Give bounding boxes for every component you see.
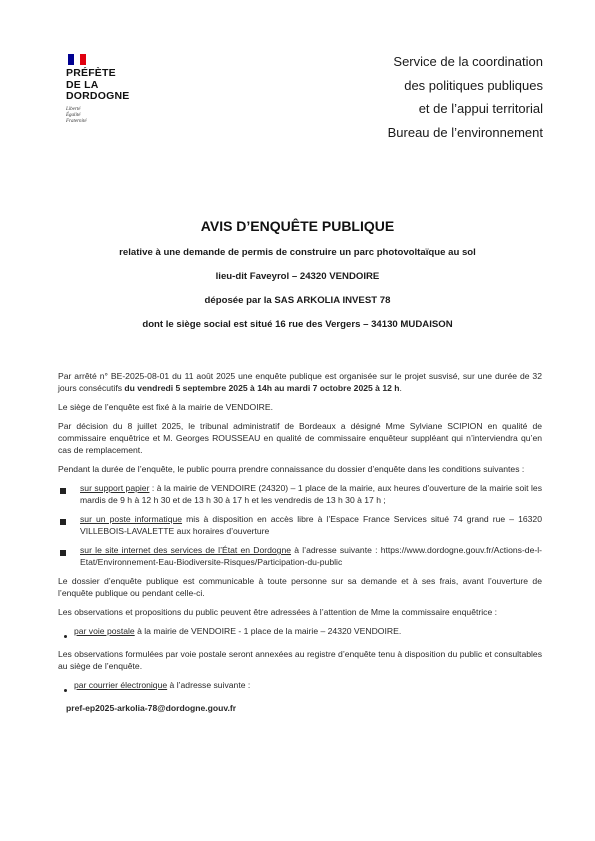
email-address: pref-ep2025-arkolia-78@dordogne.gouv.fr <box>66 703 237 713</box>
underlined-text: sur un poste informatique <box>80 514 183 524</box>
text: à la mairie de VENDOIRE - 1 place de la mairie – 24320 VENDOIRE. <box>134 626 402 636</box>
dates-bold: du vendredi 5 septembre 2025 à 14h au mardi 7 octobre 2025 à 12 h <box>124 383 400 393</box>
underlined-text: par voie postale <box>74 626 135 636</box>
subtitle-line: relative à une demande de permis de construire un parc photovoltaïque au sol <box>119 247 476 258</box>
prefecture-logo <box>66 54 129 125</box>
text: à l’adresse suivante : https://www.dordogne.gouv.fr/Actions-de-l-Etat/Environnement-Eau-Biodiversite-Risques/Participation-du-public <box>80 545 543 567</box>
motto-line: Liberté <box>66 106 81 112</box>
list-item-text <box>80 482 542 506</box>
list-item <box>58 679 542 695</box>
subtitle-line: lieu-dit Faveyrol – 24320 VENDOIRE <box>215 271 380 282</box>
motto-line: Égalité <box>66 112 81 118</box>
text: Par arrêté n° BE-2025-08-01 du 11 août 2025 une enquête publique est organisée sur le projet susvisé, sur une durée de 32 jours consécutifs <box>58 371 542 393</box>
bullet-square-icon <box>58 544 80 568</box>
bullet-dot-icon <box>58 625 74 641</box>
subtitle-line: dont le siège social est situé 16 rue des Vergers – 34130 MUDAISON <box>142 319 453 330</box>
paragraph: Le dossier d’enquête publique est communicable à toute personne sur sa demande et à ses frais, avant l’ouverture de l’enquête publique ou pendant celle-ci. <box>58 576 542 598</box>
motto-line: Fraternité <box>66 118 87 124</box>
logo-line: PRÉFÈTE <box>66 67 116 79</box>
paragraph: Les observations formulées par voie postale seront annexées au registre d’enquête tenu à disposition du public et consultables au siège de l’enquête. <box>58 649 542 671</box>
list-item <box>58 544 542 568</box>
bullet-square-icon <box>58 482 80 506</box>
paragraph <box>58 370 542 394</box>
paragraph: Le siège de l’enquête est fixé à la mairie de VENDOIRE. <box>58 402 273 412</box>
service-header <box>388 50 543 144</box>
list-item <box>58 513 542 537</box>
logo-line: DE LA <box>66 78 99 91</box>
service-line: Bureau de l’environnement <box>387 124 543 140</box>
page-title: AVIS D’ENQUÊTE PUBLIQUE <box>200 218 395 234</box>
text: . <box>399 383 402 393</box>
flag-red <box>80 54 86 65</box>
text: à l’adresse suivante : <box>167 680 251 690</box>
notice-body <box>58 370 542 714</box>
paragraph: Par décision du 8 juillet 2025, le tribunal administratif de Bordeaux a désigné Mme Sylviane SCIPION en qualité de commissaire enquêtrice et M. Georges ROUSSEAU en qualité de commissaire enquêteur suppléant qui n’interviendra qu’en cas de remplacement. <box>58 421 542 455</box>
list-item-text <box>74 625 401 641</box>
bullet-dot-icon <box>58 679 74 695</box>
list-item-text <box>74 679 250 695</box>
underlined-text: par courrier électronique <box>74 680 168 690</box>
paragraph: Pendant la durée de l’enquête, le public pourra prendre connaissance du dossier d’enquête dans les conditions suivantes : <box>58 464 525 474</box>
service-line: Service de la coordination <box>393 54 543 69</box>
subtitle-line: déposée par la SAS ARKOLIA INVEST 78 <box>204 295 391 306</box>
text: mis à disposition en accès libre à l’Espace France Services situé 74 grand rue – 16320 VILLEBOIS-LAVALETTE aux horaires d’ouverture <box>80 514 542 536</box>
service-line: des politiques publiques <box>404 77 543 93</box>
underlined-text: sur support papier <box>80 483 150 493</box>
bullet-square-icon <box>58 513 80 537</box>
paragraph: Les observations et propositions du public peuvent être adressées à l’attention de Mme la commissaire enquêtrice : <box>58 607 497 617</box>
logo-motto <box>66 107 129 125</box>
logo-line: DORDOGNE <box>66 90 130 102</box>
text: : à la mairie de VENDOIRE (24320) – 1 place de la mairie, aux heures d’ouverture de la mairie soit les mardis de 9 h à 12 h 30 et de 13 h 30 à 17 h et les vendredis de 13 h 30 à 17 h ; <box>80 483 542 505</box>
logo-text <box>66 68 129 103</box>
list-item-text <box>80 513 542 537</box>
list-item-text <box>80 544 542 568</box>
french-flag-icon <box>68 54 86 65</box>
service-line: et de l’appui territorial <box>418 101 543 116</box>
list-item <box>58 482 542 506</box>
underlined-text: sur le site internet des services de l’État en Dordogne <box>80 545 292 555</box>
list-item <box>58 625 542 641</box>
